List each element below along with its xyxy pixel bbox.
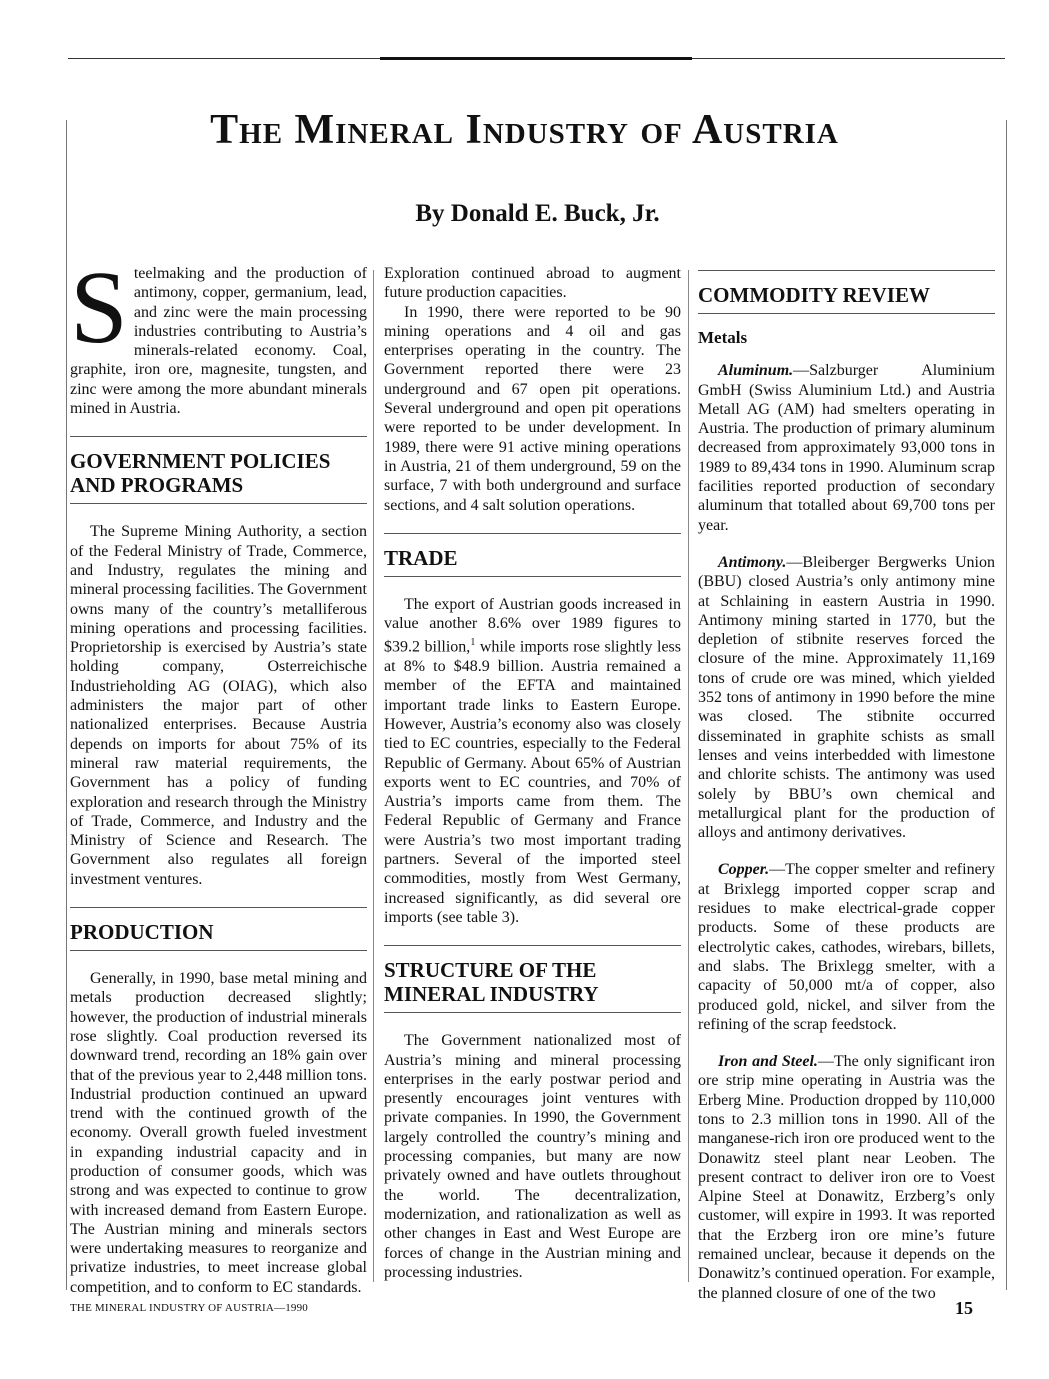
left-margin-rule	[66, 120, 67, 1290]
exploration-paragraph: Exploration continued abroad to augment future production capacities.	[384, 265, 681, 302]
copper-text: —The copper smelter and refinery at Brixlegg imported copper scrap and residues to make electrical-grade copper products. Some of these products are electrolytic cakes, cathodes, wirebars, billets, and slabs. The Brixlegg smelter, with a capacity of 50,000 mt/a of copper, also produced gold, nickel, and silver from the refining of the scrap feedstock.	[698, 861, 995, 1033]
mining-operations-paragraph: In 1990, there were reported to be 90 mining operations and 4 oil and gas enterprises operating in the country. The Government reported there were 23 underground and 67 open pit operations. Several underground and open pit operations were reported to be under development. In 1989, there were 91 active mining operations in Austria, 21 of them underground, 59 on the surface, 7 with both underground and surface sections, and 4 salt solution operations.	[384, 303, 681, 514]
intro-text: teelmaking and the production of antimony, copper, germanium, lead, and zinc were the main processing industries contributing to Austria’s minerals-related economy. Coal, graphite, iron ore, magnesite, tungsten, and zinc were among the more abundant minerals mined in Austria.	[70, 265, 367, 418]
government-heading: GOVERNMENT POLICIES AND PROGRAMS	[70, 449, 331, 498]
drop-cap: S	[70, 250, 128, 365]
iron-steel-label: Iron and Steel.	[718, 1053, 818, 1071]
footnote-marker: 1	[470, 637, 476, 649]
structure-heading: STRUCTURE OF THE MINERAL INDUSTRY	[384, 958, 599, 1007]
government-paragraph: The Supreme Mining Authority, a section of the Federal Ministry of Trade, Commerce, and Industry, regulates the mining and mineral processing facilities. The Government owns many of the country’s metalliferous mining operations and processing facilities. Proprietorship is exercised by Austria’s state holding company, Osterreichische Industrieholding AG (OIAG), which also administers the major part of other nationalized enterprises. Because Austria depends on imports for about 75% of its mineral raw material requirements, the Government has a policy of funding exploration and research through the Ministry of Trade, Commerce, and Industry and the Ministry of Science and Research. The Government also regulates all foreign investment ventures.	[70, 523, 367, 888]
intro-paragraph	[70, 250, 367, 418]
trade-paragraph	[384, 595, 681, 927]
production-paragraph: Generally, in 1990, base metal mining and metals production decreased slightly; however, the production of industrial minerals rose slightly. Coal production reversed its downward trend, recording an 18% gain over that of the previous year to 2,448 million tons. Industrial production continued an upward trend with the continued growth of the economy. Overall growth fueled investment in expanding industrial capacity and in production of consumer goods, which was strong and was expected to continue to grow with increased demand from Eastern Europe. The Austrian mining and minerals sectors were undertaking measures to reorganize and privatize industries, to meet increase global competition, and to conform to EC standards.	[70, 970, 367, 1296]
page-number: 15	[955, 1298, 973, 1318]
structure-paragraph: The Government nationalized most of Austria’s mining and mineral processing enterprises in the early postwar period and presently encourages joint ventures with private companies. In 1990, the Government largely controlled the country’s mining and processing companies, but many are now privately owned and have outlets throughout the world. The decentralization, modernization, and rationalization as well as other changes in East and West Europe are forces of change in the Austrian mining and processing industries.	[384, 1032, 681, 1281]
aluminum-label: Aluminum.	[718, 362, 794, 380]
antimony-text: —Bleiberger Bergwerks Union (BBU) closed Austria’s only antimony mine at Schlaining in eastern Austria in 1990. Antimony mining started in 1770, but the depletion of stibnite reserves forced the closure of the mine. Approximately 11,169 tons of crude ore was mined, which yielded 352 tons of antimony in 1990 before the mine was closed. The stibnite occurred disseminated in graphite schists as small lenses and veins interbedded with limestone and chlorite schists. The antimony was used solely by BBU’s own chemical and metallurgical plant for the production of alloys and antimony derivatives.	[698, 553, 995, 842]
production-heading: PRODUCTION	[70, 920, 214, 945]
column-2	[384, 264, 681, 1282]
aluminum-paragraph	[698, 361, 995, 535]
iron-steel-paragraph	[698, 1052, 995, 1303]
top-rule-thick	[380, 57, 692, 60]
running-footer: THE MINERAL INDUSTRY OF AUSTRIA—1990	[70, 1302, 309, 1314]
iron-steel-text: —The only significant iron ore strip mine operating in Austria was the Erberg Mine. Production dropped by 110,000 tons to 2.3 million tons in 1990. All of the manganese-rich iron ore produced went to the Donawitz steel plant near Leoben. The present contract to deliver iron ore to Voest Alpine Steel at Donawitz, Erzberg’s only customer, will expire in 1993. It was reported that the Erzberg iron ore mine’s future remained unclear, because it depends on the Donawitz’s continued operation. For example, the planned closure of one of the two	[698, 1053, 995, 1302]
section-heading-production	[70, 907, 367, 951]
metals-subheading: Metals	[698, 328, 748, 347]
aluminum-text: —Salzburger Aluminium GmbH (Swiss Aluminium Ltd.) and Austria Metall AG (AM) had smelters operating in Austria. The production of primary aluminum decreased from approximately 93,000 tons in 1989 to 89,434 tons in 1990. Aluminum scrap facilities reported production of secondary aluminum that totalled about 69,700 tons per year.	[698, 362, 995, 534]
page-title: The Mineral Industry of Austria	[210, 107, 839, 153]
antimony-paragraph	[698, 553, 995, 842]
trade-text-part-2: while imports rose slightly less at 8% to $48.9 billion. Austria remained a member of the EFTA and maintained important trade links to Eastern Europe. However, Austria’s economy also was closely tied to EC countries, especially to the Federal Republic of Germany. About 65% of Austrian exports went to EC countries, and 70% of Austria’s imports came from them. The Federal Republic of Germany and France were Austria’s two most important trading partners. Several of the imported steel commodities, mostly from West Germany, increased significantly, as did several ore imports (see table 3).	[384, 638, 682, 926]
antimony-label: Antimony.	[718, 553, 787, 571]
column-1	[70, 250, 367, 1297]
trade-text-part-1: The export of Austrian goods increased in value another 8.6% over 1989 figures to $39.2 billion,	[384, 595, 681, 656]
right-margin-rule	[1006, 120, 1007, 1290]
section-heading-trade	[384, 533, 681, 577]
section-heading-government	[70, 436, 367, 504]
column-divider-1	[373, 270, 374, 1282]
column-divider-2	[688, 270, 689, 1282]
copper-paragraph	[698, 860, 995, 1034]
author-byline: By Donald E. Buck, Jr.	[415, 200, 660, 227]
trade-heading: TRADE	[384, 545, 458, 570]
copper-label: Copper.	[718, 861, 770, 879]
column-3	[698, 264, 995, 1303]
commodity-heading: COMMODITY REVIEW	[698, 283, 930, 307]
section-heading-structure	[384, 945, 681, 1013]
section-heading-commodity	[698, 270, 995, 314]
